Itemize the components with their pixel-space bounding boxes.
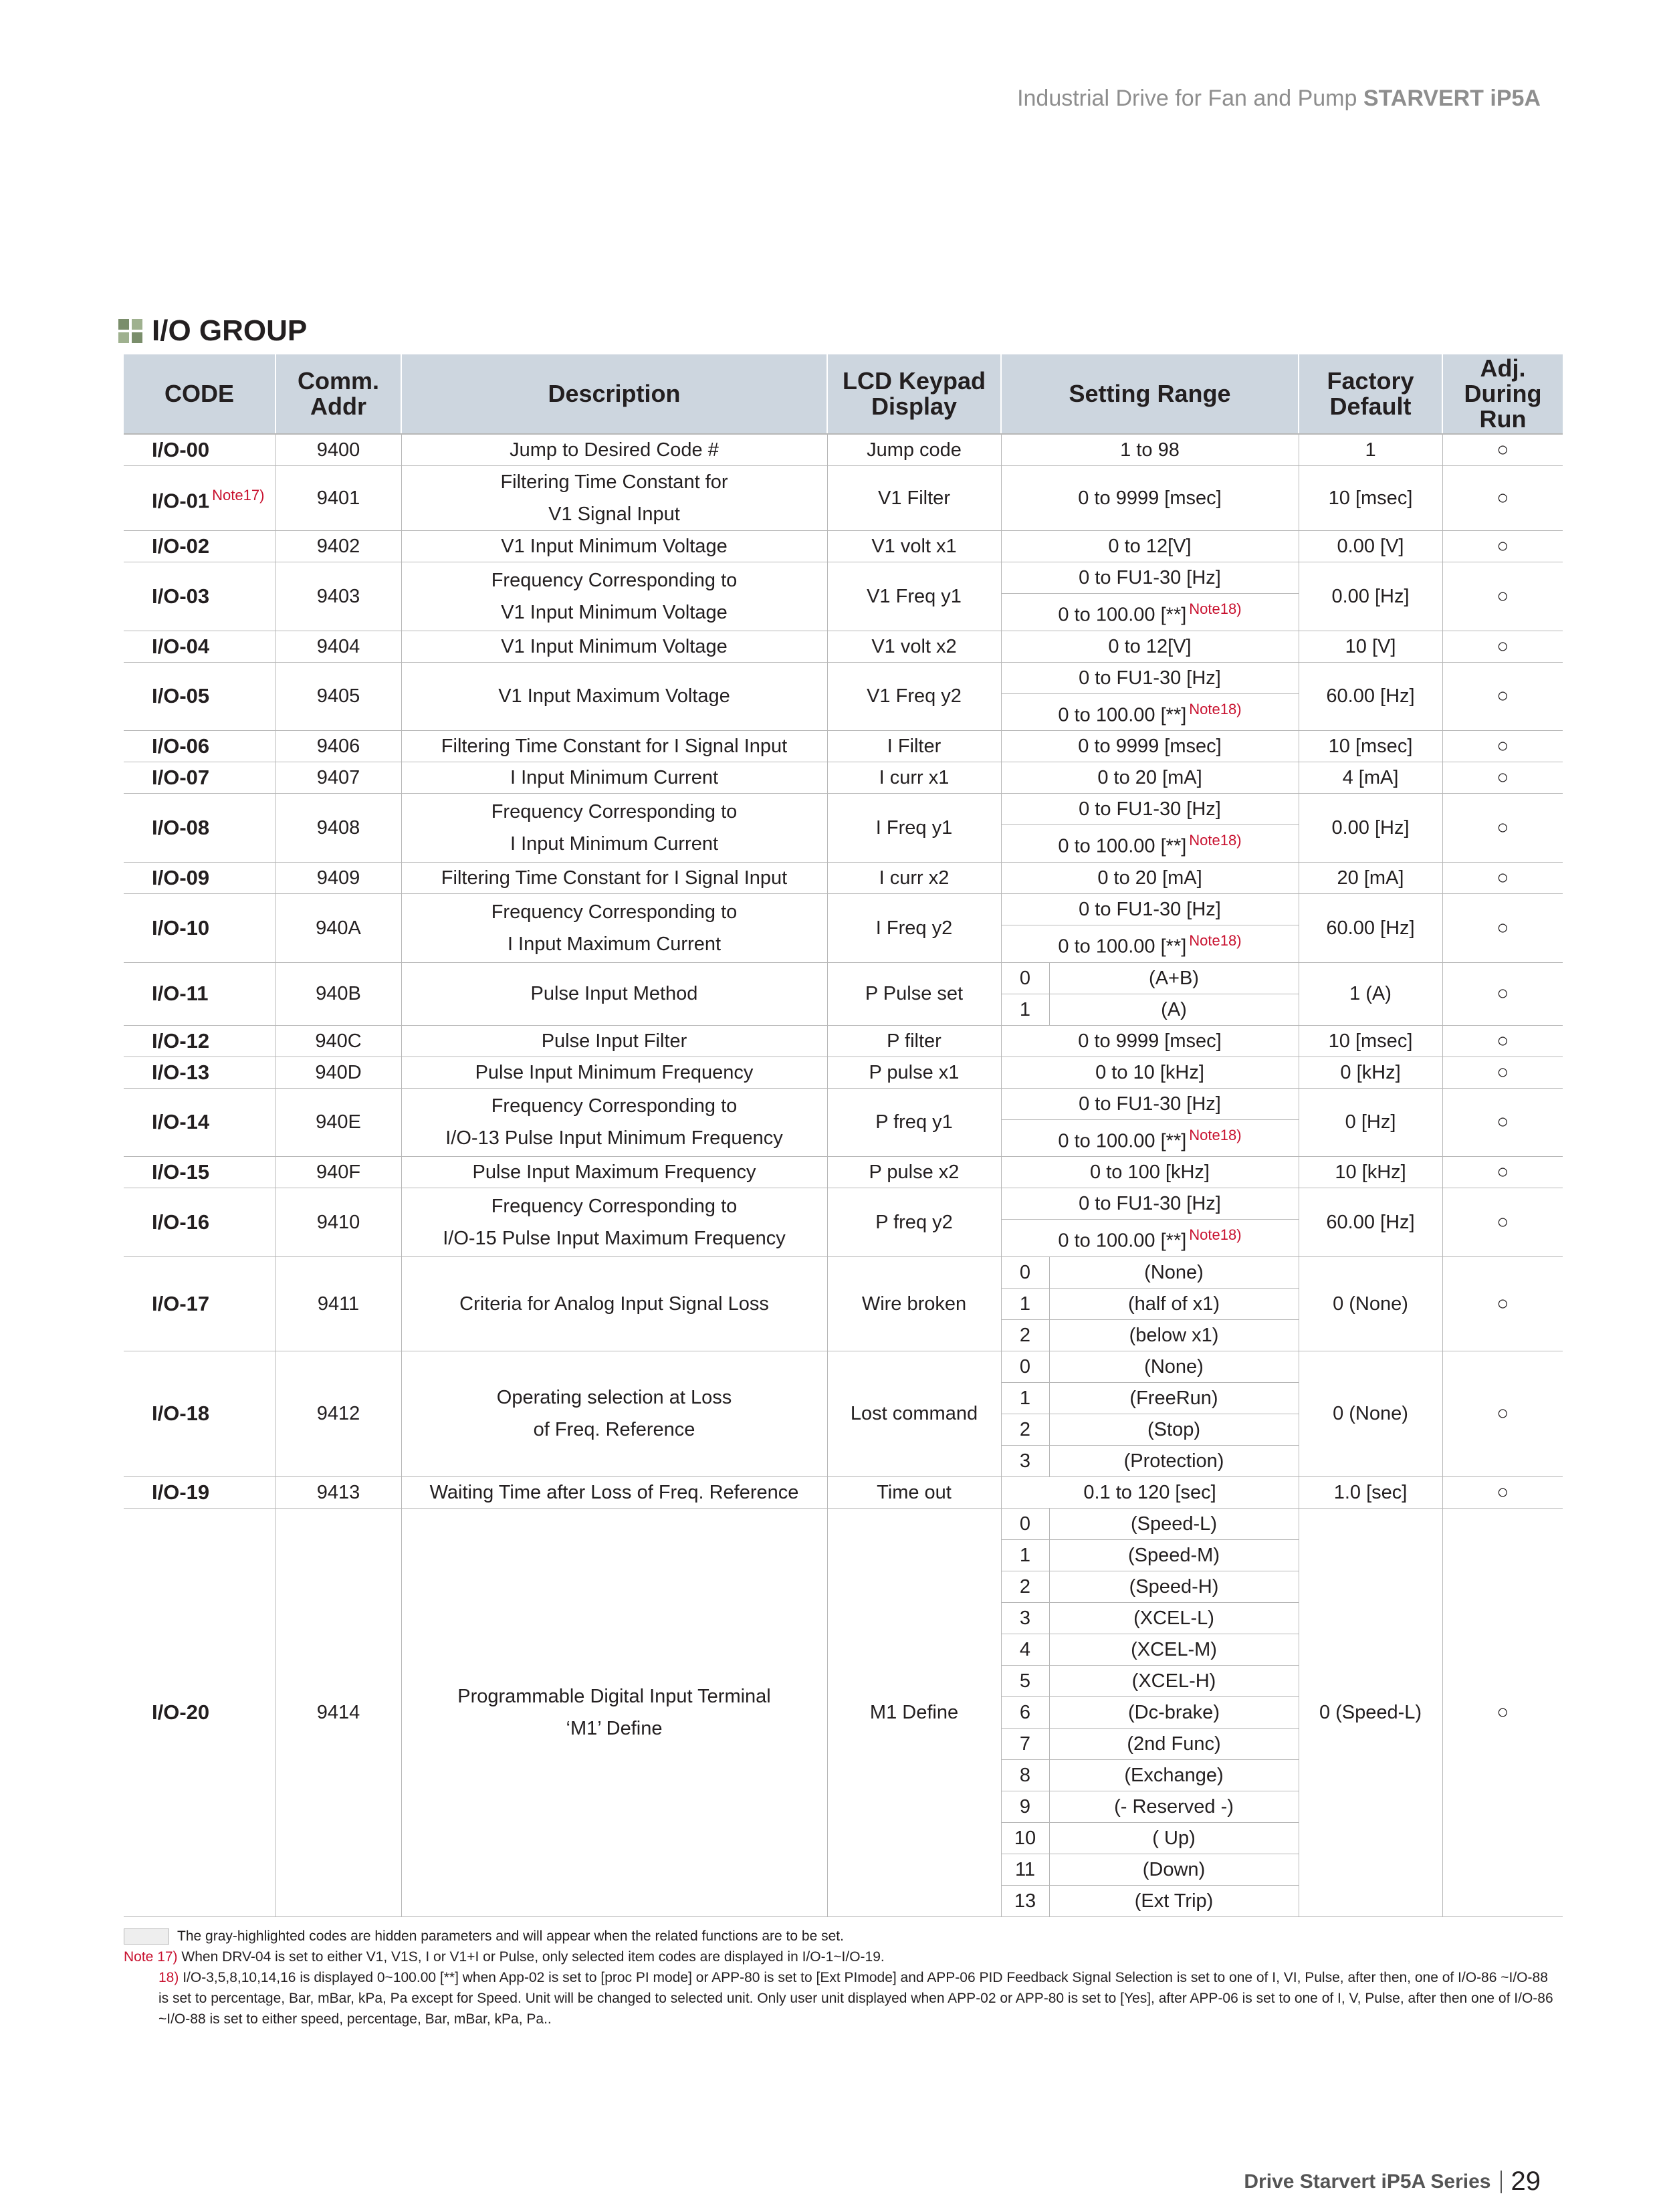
adj-during-run-cell: ○ xyxy=(1442,1188,1563,1257)
note-label: Note xyxy=(124,1949,154,1965)
option-index: 0 xyxy=(1001,1256,1049,1288)
lcd-display-cell: Time out xyxy=(827,1476,1001,1508)
col-code: CODE xyxy=(124,354,275,434)
header-text: Industrial Drive for Fan and Pump xyxy=(1017,86,1357,111)
comm-addr-cell: 9406 xyxy=(275,731,401,762)
comm-addr-cell: 9408 xyxy=(275,794,401,863)
setting-range-cell: 0 to 100.00 [**] $^{Note18)}$ xyxy=(1001,825,1299,863)
comm-addr-cell: 9400 xyxy=(275,434,401,466)
description-cell: Pulse Input Minimum Frequency xyxy=(401,1057,827,1088)
option-label: (FreeRun) xyxy=(1049,1382,1299,1414)
description-cell: Operating selection at Loss of Freq. Reference xyxy=(401,1351,827,1476)
lcd-display-cell: P freq y2 xyxy=(827,1188,1001,1257)
lcd-display-cell: V1 Freq y2 xyxy=(827,662,1001,731)
option-index: 2 xyxy=(1001,1414,1049,1445)
comm-addr-cell: 9410 xyxy=(275,1188,401,1257)
lcd-display-cell: I Freq y2 xyxy=(827,893,1001,962)
lcd-display-cell: M1 Define xyxy=(827,1508,1001,1916)
setting-range-cell: 0 to 20 [mA] xyxy=(1001,762,1299,794)
section-title xyxy=(118,311,307,351)
col-lcd: LCD Keypad Display xyxy=(827,354,1001,434)
note-17-ref: Note17) xyxy=(212,486,265,504)
footer-divider xyxy=(1501,2171,1502,2193)
description-cell: Filtering Time Constant for I Signal Input xyxy=(401,862,827,893)
description-cell: Filtering Time Constant for V1 Signal Input xyxy=(401,466,827,531)
code-cell: I/O-06 xyxy=(124,731,275,762)
option-label: (Protection) xyxy=(1049,1445,1299,1476)
setting-range-cell: 0 to FU1-30 [Hz] xyxy=(1001,562,1299,594)
code-cell: I/O-20 xyxy=(124,1508,275,1916)
note-18-num: 18) xyxy=(158,1970,179,1985)
option-label: (Speed-H) xyxy=(1049,1571,1299,1602)
table-row xyxy=(124,662,1563,693)
option-index: 3 xyxy=(1001,1445,1049,1476)
code-cell: I/O-15 xyxy=(124,1157,275,1188)
option-index: 6 xyxy=(1001,1696,1049,1728)
option-label: (- Reserved -) xyxy=(1049,1791,1299,1822)
setting-range-cell: 0 to 12[V] xyxy=(1001,631,1299,662)
col-adj: Adj. During Run xyxy=(1442,354,1563,434)
adj-during-run-cell: ○ xyxy=(1442,794,1563,863)
comm-addr-cell: 9405 xyxy=(275,662,401,731)
note-18-ref: Note18) xyxy=(1189,931,1242,949)
option-index: 5 xyxy=(1001,1665,1049,1696)
code-cell: I/O-11 xyxy=(124,962,275,1025)
comm-addr-cell: 9412 xyxy=(275,1351,401,1476)
adj-during-run-cell: ○ xyxy=(1442,893,1563,962)
code-cell: I/O-09 xyxy=(124,862,275,893)
factory-default-cell: 60.00 [Hz] xyxy=(1299,662,1442,731)
comm-addr-cell: 9402 xyxy=(275,531,401,562)
comm-addr-cell: 9404 xyxy=(275,631,401,662)
legend xyxy=(124,1926,1561,1947)
setting-range-cell: 0 to 100.00 [**] $^{Note18)}$ xyxy=(1001,1119,1299,1157)
note-17-num: 17) xyxy=(157,1949,178,1965)
description-cell: V1 Input Minimum Voltage xyxy=(401,531,827,562)
lcd-display-cell: Lost command xyxy=(827,1351,1001,1476)
note-18-ref: Note18) xyxy=(1189,1126,1242,1143)
setting-range-cell: 0 to 9999 [msec] xyxy=(1001,1025,1299,1057)
adj-during-run-cell: ○ xyxy=(1442,1351,1563,1476)
setting-range-cell: 0 to FU1-30 [Hz] xyxy=(1001,1088,1299,1119)
option-index: 2 xyxy=(1001,1319,1049,1351)
option-index: 0 xyxy=(1001,962,1049,994)
note-17 xyxy=(124,1947,1561,1967)
lcd-display-cell: V1 volt x2 xyxy=(827,631,1001,662)
option-index: 1 xyxy=(1001,1539,1049,1571)
option-index: 4 xyxy=(1001,1634,1049,1665)
setting-range-cell: 0 to 9999 [msec] xyxy=(1001,731,1299,762)
setting-range-cell: 0 to FU1-30 [Hz] xyxy=(1001,1188,1299,1220)
description-cell: Pulse Input Maximum Frequency xyxy=(401,1157,827,1188)
description-cell: I Input Minimum Current xyxy=(401,762,827,794)
note-17-text: When DRV-04 is set to either V1, V1S, I or V1+I or Pulse, only selected item codes are displayed in I/O-1~I/O-19. xyxy=(181,1949,885,1965)
factory-default-cell: 4 [mA] xyxy=(1299,762,1442,794)
table-row xyxy=(124,631,1563,662)
table-row xyxy=(124,1088,1563,1119)
lcd-display-cell: P freq y1 xyxy=(827,1088,1001,1157)
code-cell: I/O-01 $^{Note17)}$ xyxy=(124,466,275,531)
code-cell: I/O-00 xyxy=(124,434,275,466)
setting-range-cell: 0 to FU1-30 [Hz] xyxy=(1001,662,1299,693)
description-cell: Frequency Corresponding to I/O-15 Pulse Input Maximum Frequency xyxy=(401,1188,827,1257)
description-cell: V1 Input Minimum Voltage xyxy=(401,631,827,662)
comm-addr-cell: 9409 xyxy=(275,862,401,893)
adj-during-run-cell: ○ xyxy=(1442,1057,1563,1088)
note-18-ref: Note18) xyxy=(1189,700,1242,717)
setting-range-cell: 0 to 12[V] xyxy=(1001,531,1299,562)
setting-range-cell: 0 to 100 [kHz] xyxy=(1001,1157,1299,1188)
lcd-display-cell: V1 Filter xyxy=(827,466,1001,531)
comm-addr-cell: 940B xyxy=(275,962,401,1025)
adj-during-run-cell: ○ xyxy=(1442,434,1563,466)
adj-during-run-cell: ○ xyxy=(1442,531,1563,562)
option-index: 9 xyxy=(1001,1791,1049,1822)
col-comm-addr: Comm. Addr xyxy=(275,354,401,434)
option-label: (2nd Func) xyxy=(1049,1728,1299,1759)
factory-default-cell: 1.0 [sec] xyxy=(1299,1476,1442,1508)
factory-default-cell: 1 (A) xyxy=(1299,962,1442,1025)
description-cell: Frequency Corresponding to I Input Minimum Current xyxy=(401,794,827,863)
setting-range-cell: 0 to 20 [mA] xyxy=(1001,862,1299,893)
table-row xyxy=(124,862,1563,893)
option-label: (XCEL-L) xyxy=(1049,1602,1299,1634)
lcd-display-cell: I Freq y1 xyxy=(827,794,1001,863)
code-cell: I/O-05 xyxy=(124,662,275,731)
factory-default-cell: 0 (None) xyxy=(1299,1351,1442,1476)
factory-default-cell: 1 xyxy=(1299,434,1442,466)
option-index: 0 xyxy=(1001,1508,1049,1539)
factory-default-cell: 10 [msec] xyxy=(1299,1025,1442,1057)
option-index: 10 xyxy=(1001,1822,1049,1854)
description-cell: V1 Input Maximum Voltage xyxy=(401,662,827,731)
option-index: 1 xyxy=(1001,1288,1049,1319)
note-18-text: I/O-3,5,8,10,14,16 is displayed 0~100.00 [**] when App-02 is set to [proc PI mode] or APP-80 is set to [Ext PImode] and APP-06 PID Feedback Signal Selection is set to one of I, VI, Pulse, after then, one of I/O-86 ~I/O-88 is set to percentage, Bar, mBar, kPa, Pa except for Speed. Unit will be changed to selected unit. Only user unit displayed when APP-02 or APP-80 is set to [Yes], after APP-06 is set to one of I, V, Pulse, after then one of I/O-86 ~I/O-88 is set to either speed, percentage, Bar, mBar, kPa, Pa.. xyxy=(158,1970,1553,2027)
note-18-ref: Note18) xyxy=(1189,600,1242,617)
legend-swatch xyxy=(124,1928,169,1945)
table-row xyxy=(124,1256,1563,1288)
option-index: 7 xyxy=(1001,1728,1049,1759)
setting-range-cell: 0 to FU1-30 [Hz] xyxy=(1001,794,1299,825)
table-row xyxy=(124,893,1563,925)
lcd-display-cell: P pulse x1 xyxy=(827,1057,1001,1088)
option-index: 3 xyxy=(1001,1602,1049,1634)
note-18 xyxy=(124,1967,1561,2029)
comm-addr-cell: 940E xyxy=(275,1088,401,1157)
code-cell: I/O-12 xyxy=(124,1025,275,1057)
table-row xyxy=(124,1351,1563,1382)
option-label: (Ext Trip) xyxy=(1049,1885,1299,1916)
table-row xyxy=(124,794,1563,825)
comm-addr-cell: 9407 xyxy=(275,762,401,794)
option-index: 11 xyxy=(1001,1854,1049,1885)
footnotes xyxy=(124,1926,1561,2029)
header-product: STARVERT iP5A xyxy=(1363,86,1541,111)
setting-range-cell: 0 to 100.00 [**] $^{Note18)}$ xyxy=(1001,693,1299,731)
option-label: (Speed-L) xyxy=(1049,1508,1299,1539)
table-row xyxy=(124,466,1563,531)
setting-range-cell: 0 to 10 [kHz] xyxy=(1001,1057,1299,1088)
description-cell: Frequency Corresponding to I Input Maximum Current xyxy=(401,893,827,962)
description-cell: Pulse Input Filter xyxy=(401,1025,827,1057)
table-row xyxy=(124,1025,1563,1057)
description-cell: Frequency Corresponding to V1 Input Minimum Voltage xyxy=(401,562,827,631)
code-cell: I/O-19 xyxy=(124,1476,275,1508)
adj-during-run-cell: ○ xyxy=(1442,631,1563,662)
option-label: ( Up) xyxy=(1049,1822,1299,1854)
col-description: Description xyxy=(401,354,827,434)
option-label: (XCEL-H) xyxy=(1049,1665,1299,1696)
comm-addr-cell: 9401 xyxy=(275,466,401,531)
setting-range-cell: 0 to 100.00 [**] $^{Note18)}$ xyxy=(1001,1220,1299,1257)
factory-default-cell: 0.00 [V] xyxy=(1299,531,1442,562)
setting-range-cell: 0 to 100.00 [**] $^{Note18)}$ xyxy=(1001,594,1299,631)
adj-during-run-cell: ○ xyxy=(1442,662,1563,731)
code-cell: I/O-13 xyxy=(124,1057,275,1088)
description-cell: Filtering Time Constant for I Signal Input xyxy=(401,731,827,762)
description-cell: Programmable Digital Input Terminal ‘M1’ Define xyxy=(401,1508,827,1916)
option-label: (Exchange) xyxy=(1049,1759,1299,1791)
code-cell: I/O-04 xyxy=(124,631,275,662)
option-label: (Dc-brake) xyxy=(1049,1696,1299,1728)
option-label: (Speed-M) xyxy=(1049,1539,1299,1571)
factory-default-cell: 20 [mA] xyxy=(1299,862,1442,893)
lcd-display-cell: P filter xyxy=(827,1025,1001,1057)
group-title: I/O GROUP xyxy=(152,314,308,347)
table-row xyxy=(124,1188,1563,1220)
option-label: (None) xyxy=(1049,1351,1299,1382)
legend-text: The gray-highlighted codes are hidden parameters and will appear when the related functions are to be set. xyxy=(177,1928,844,1944)
table-row xyxy=(124,562,1563,594)
option-index: 13 xyxy=(1001,1885,1049,1916)
note-18-ref: Note18) xyxy=(1189,832,1242,849)
page-number: 29 xyxy=(1511,2167,1541,2196)
table-row xyxy=(124,531,1563,562)
table-row xyxy=(124,731,1563,762)
option-label: (below x1) xyxy=(1049,1319,1299,1351)
factory-default-cell: 60.00 [Hz] xyxy=(1299,893,1442,962)
lcd-display-cell: I Filter xyxy=(827,731,1001,762)
factory-default-cell: 0.00 [Hz] xyxy=(1299,562,1442,631)
option-label: (Stop) xyxy=(1049,1414,1299,1445)
adj-during-run-cell: ○ xyxy=(1442,1025,1563,1057)
col-factory-default: Factory Default xyxy=(1299,354,1442,434)
adj-during-run-cell: ○ xyxy=(1442,862,1563,893)
comm-addr-cell: 9403 xyxy=(275,562,401,631)
page-footer xyxy=(1244,2167,1541,2197)
squares-icon xyxy=(118,319,142,343)
option-index: 1 xyxy=(1001,1382,1049,1414)
code-cell: I/O-08 xyxy=(124,794,275,863)
code-cell: I/O-16 xyxy=(124,1188,275,1257)
lcd-display-cell: V1 Freq y1 xyxy=(827,562,1001,631)
comm-addr-cell: 9413 xyxy=(275,1476,401,1508)
adj-during-run-cell: ○ xyxy=(1442,562,1563,631)
description-cell: Frequency Corresponding to I/O-13 Pulse Input Minimum Frequency xyxy=(401,1088,827,1157)
comm-addr-cell: 9414 xyxy=(275,1508,401,1916)
adj-during-run-cell: ○ xyxy=(1442,962,1563,1025)
factory-default-cell: 60.00 [Hz] xyxy=(1299,1188,1442,1257)
description-cell: Jump to Desired Code # xyxy=(401,434,827,466)
setting-range-cell: 0 to 100.00 [**] $^{Note18)}$ xyxy=(1001,925,1299,962)
table-row xyxy=(124,1157,1563,1188)
setting-range-cell: 0 to 9999 [msec] xyxy=(1001,466,1299,531)
code-cell: I/O-03 xyxy=(124,562,275,631)
description-cell: Pulse Input Method xyxy=(401,962,827,1025)
adj-during-run-cell: ○ xyxy=(1442,1256,1563,1351)
option-index: 2 xyxy=(1001,1571,1049,1602)
setting-range-cell: 0 to FU1-30 [Hz] xyxy=(1001,893,1299,925)
note-18-ref: Note18) xyxy=(1189,1226,1242,1244)
code-cell: I/O-17 xyxy=(124,1256,275,1351)
adj-during-run-cell: ○ xyxy=(1442,1476,1563,1508)
factory-default-cell: 10 [V] xyxy=(1299,631,1442,662)
code-cell: I/O-10 xyxy=(124,893,275,962)
comm-addr-cell: 940A xyxy=(275,893,401,962)
factory-default-cell: 0.00 [Hz] xyxy=(1299,794,1442,863)
code-cell: I/O-18 xyxy=(124,1351,275,1476)
option-label: (XCEL-M) xyxy=(1049,1634,1299,1665)
factory-default-cell: 10 [msec] xyxy=(1299,731,1442,762)
adj-during-run-cell: ○ xyxy=(1442,466,1563,531)
factory-default-cell: 0 [kHz] xyxy=(1299,1057,1442,1088)
code-cell: I/O-14 xyxy=(124,1088,275,1157)
setting-range-cell: 0.1 to 120 [sec] xyxy=(1001,1476,1299,1508)
code-cell: I/O-02 xyxy=(124,531,275,562)
lcd-display-cell: P Pulse set xyxy=(827,962,1001,1025)
table-row xyxy=(124,1057,1563,1088)
lcd-display-cell: P pulse x2 xyxy=(827,1157,1001,1188)
factory-default-cell: 10 [msec] xyxy=(1299,466,1442,531)
running-header xyxy=(1017,86,1541,112)
option-label: (A) xyxy=(1049,994,1299,1025)
table-row xyxy=(124,762,1563,794)
adj-during-run-cell: ○ xyxy=(1442,1157,1563,1188)
col-setting-range: Setting Range xyxy=(1001,354,1299,434)
lcd-display-cell: Wire broken xyxy=(827,1256,1001,1351)
option-label: (None) xyxy=(1049,1256,1299,1288)
comm-addr-cell: 940F xyxy=(275,1157,401,1188)
table-row xyxy=(124,1476,1563,1508)
table-row xyxy=(124,434,1563,466)
lcd-display-cell: I curr x2 xyxy=(827,862,1001,893)
option-label: (Down) xyxy=(1049,1854,1299,1885)
adj-during-run-cell: ○ xyxy=(1442,1088,1563,1157)
factory-default-cell: 0 (Speed-L) xyxy=(1299,1508,1442,1916)
factory-default-cell: 10 [kHz] xyxy=(1299,1157,1442,1188)
description-cell: Waiting Time after Loss of Freq. Reference xyxy=(401,1476,827,1508)
code-cell: I/O-07 xyxy=(124,762,275,794)
factory-default-cell: 0 (None) xyxy=(1299,1256,1442,1351)
footer-series: Drive Starvert iP5A Series xyxy=(1244,2170,1491,2193)
comm-addr-cell: 9411 xyxy=(275,1256,401,1351)
table-row xyxy=(124,962,1563,994)
lcd-display-cell: V1 volt x1 xyxy=(827,531,1001,562)
adj-during-run-cell: ○ xyxy=(1442,762,1563,794)
adj-during-run-cell: ○ xyxy=(1442,731,1563,762)
comm-addr-cell: 940C xyxy=(275,1025,401,1057)
option-index: 1 xyxy=(1001,994,1049,1025)
parameter-table xyxy=(124,354,1563,1917)
option-index: 0 xyxy=(1001,1351,1049,1382)
option-label: (A+B) xyxy=(1049,962,1299,994)
setting-range-cell: 1 to 98 xyxy=(1001,434,1299,466)
option-label: (half of x1) xyxy=(1049,1288,1299,1319)
table-row xyxy=(124,1508,1563,1539)
factory-default-cell: 0 [Hz] xyxy=(1299,1088,1442,1157)
comm-addr-cell: 940D xyxy=(275,1057,401,1088)
option-index: 8 xyxy=(1001,1759,1049,1791)
description-cell: Criteria for Analog Input Signal Loss xyxy=(401,1256,827,1351)
table-header-row xyxy=(124,354,1563,434)
adj-during-run-cell: ○ xyxy=(1442,1508,1563,1916)
lcd-display-cell: Jump code xyxy=(827,434,1001,466)
lcd-display-cell: I curr x1 xyxy=(827,762,1001,794)
